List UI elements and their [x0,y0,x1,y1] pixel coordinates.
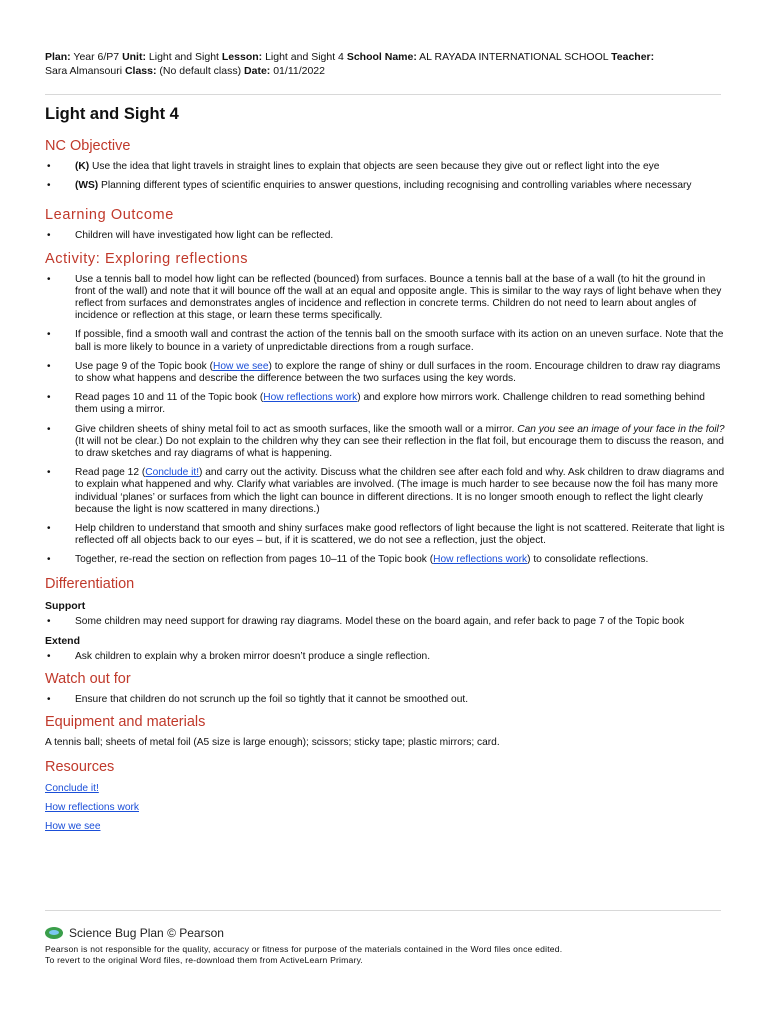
plan-metadata [45,50,725,78]
list-item: • Use page 9 of the Topic book (How we see) to explore the range of shiny or dull surfaces in the room. Encourage children to draw ray diagrams to show what happens and describe the difference between the two surfaces using the key words. [45,361,725,385]
unit-value: Light and Sight [148,51,219,63]
class-value: (No default class) [159,65,242,77]
list-item: • Together, re-read the section on reflection from pages 10–11 of the Topic book (How reflections work) to consolidate reflections. [45,554,725,566]
learning-outcome-list [45,230,725,242]
list-item: • Read page 12 (Conclude it!) and carry out the activity. Discuss what the children see after each fold and why. Ask children to draw diagrams and to explain what happened and why. Clarify what variables are involved. (The image is much harder to see because now the foil has many more individual ‘planes’ or surfaces from which the light can bounce in different directions. It is no longer smooth enough to reflect the light clearly because the light is now scattered in many directions.) [45,467,725,516]
resources-list [45,783,725,833]
extend-list [45,651,725,663]
resource-link-conclude-it[interactable]: Conclude it! [45,783,99,795]
resources-heading: Resources [45,759,115,776]
lesson-label: Lesson: [221,51,263,63]
footer-brand-text: Science Bug Plan © Pearson [69,926,224,940]
lesson-value: Light and Sight 4 [265,51,344,63]
teacher-value: Sara Almansouri [45,65,123,77]
list-item: • Help children to understand that smooth and shiny surfaces make good reflectors of light because the light is not scattered. Reiterate that light is reflected off all objects back to our eyes – but, if it is scattered, we do not see a reflection, just the object. [45,523,725,547]
date-value: 01/11/2022 [273,65,325,77]
conclude-it-link[interactable]: Conclude it! [145,467,200,479]
plan-value: Year 6/P7 [73,51,120,63]
footer-divider [45,910,721,911]
how-reflections-work-link[interactable]: How reflections work [263,392,358,404]
list-item: • Ensure that children do not scrunch up the foil so tightly that it cannot be smoothed out. [45,694,725,706]
resource-link-how-reflections-work[interactable]: How reflections work [45,802,139,814]
footer-disclaimer: Pearson is not responsible for the quality, accuracy or fitness for purpose of the materials contained in the Word files once edited. To revert to the original Word files, re-download them from ActiveLearn Primary. [45,944,563,965]
equipment-text: A tennis ball; sheets of metal foil (A5 size is large enough); scissors; sticky tape; plastic mirrors; card. [45,737,500,749]
support-list [45,616,725,628]
differentiation-heading: Differentiation [45,575,135,592]
teacher-label: Teacher: [611,51,655,63]
plan-label: Plan: [45,51,71,63]
unit-label: Unit: [122,51,146,63]
school-value: AL RAYADA INTERNATIONAL SCHOOL [419,51,609,63]
learning-outcome-heading: Learning Outcome [45,207,174,224]
activity-list [45,274,725,567]
date-label: Date: [244,65,271,77]
page-title: Light and Sight 4 [45,105,179,123]
list-item: • (WS) Planning different types of scientific enquiries to answer questions, including recognising and controlling variables where necessary [45,180,725,192]
list-item: • Give children sheets of shiny metal foil to act as smooth surfaces, like the smooth wall or a mirror. Can you see an image of your face in the foil? (It will not be clear.) Do not explain to the children why they can see their reflection in the flat foil, but encourage them to discuss the reason, and to draw sketches and ray diagrams of what is happening. [45,424,725,461]
list-item: • Children will have investigated how light can be reflected. [45,230,725,242]
nc-objective-list [45,161,725,192]
list-item: • (K) Use the idea that light travels in straight lines to explain that objects are seen because they give out or reflect light into the eye [45,161,725,173]
equipment-heading: Equipment and materials [45,714,206,731]
divider [45,94,721,95]
support-heading: Support [45,599,86,612]
lesson-plan-page [45,50,725,840]
science-bug-logo-icon [45,927,63,939]
list-item: • If possible, find a smooth wall and contrast the action of the tennis ball on the smooth surface with its action on an uneven surface. Note that the ball is more likely to bounce in a variety of unpredictable directions from a rough surface. [45,329,725,353]
watch-out-list [45,694,725,706]
watch-out-heading: Watch out for [45,671,131,688]
resource-link-how-we-see[interactable]: How we see [45,821,101,833]
nc-objective-heading: NC Objective [45,138,131,154]
class-label: Class: [124,65,157,77]
list-item: • Some children may need support for drawing ray diagrams. Model these on the board again, and refer back to page 7 of the Topic book [45,616,725,628]
footer [45,926,562,965]
list-item: • Read pages 10 and 11 of the Topic book (How reflections work) and explore how mirrors work. Challenge children to read something behind them using a mirror. [45,392,725,416]
list-item: • Use a tennis ball to model how light can be reflected (bounced) from surfaces. Bounce a tennis ball at the base of a wall (to hit the ground in front of the wall) and note that it will bounce off the wall at an equal and opposite angle. This is similar to the way rays of light behave when they reflect from surfaces and demonstrates angles of incidence and reflection in concrete terms. Children do not need to learn about angles of incidence or reflection at this stage, or learn these terms specifically. [45,274,725,323]
extend-heading: Extend [45,634,81,647]
footer-brand [45,926,562,940]
list-item: • Ask children to explain why a broken mirror doesn’t produce a single reflection. [45,651,725,663]
how-we-see-link[interactable]: How we see [213,360,269,372]
how-reflections-work-link[interactable]: How reflections work [433,554,528,566]
school-label: School Name: [346,51,417,63]
activity-heading: Activity: Exploring reflections [45,250,249,267]
